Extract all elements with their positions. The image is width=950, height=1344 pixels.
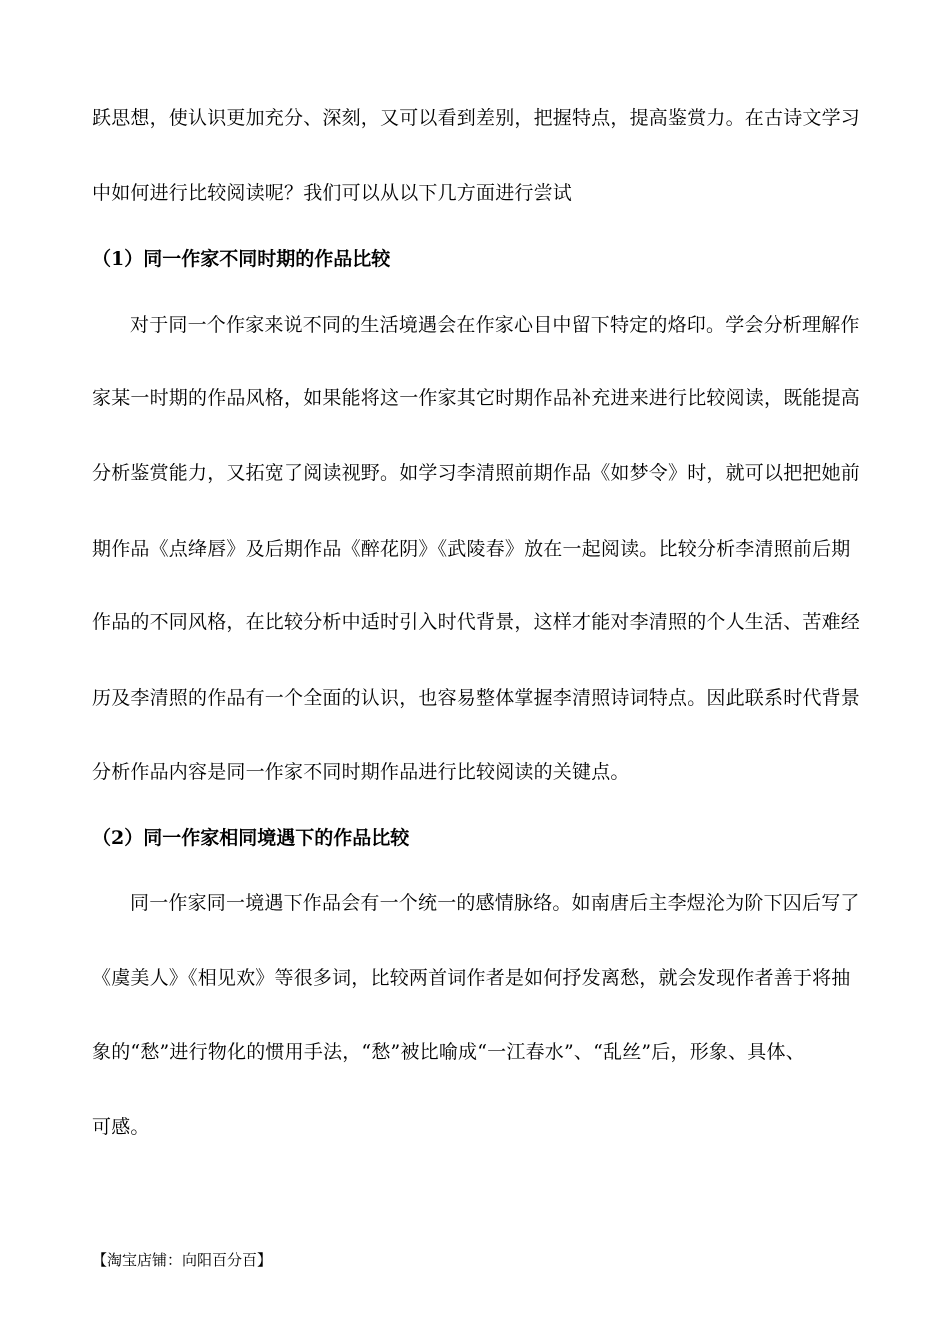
section1-line-5: 作品的不同风格，在比较分析中适时引入时代背景，这样才能对李清照的个人生活、苦难经 <box>92 611 861 633</box>
intro-line-2: 中如何进行比较阅读呢？我们可以从以下几方面进行尝试 <box>92 182 573 204</box>
section1-line-2: 家某一时期的作品风格，如果能将这一作家其它时期作品补充进来进行比较阅读，既能提高 <box>92 387 861 409</box>
section2-line-2: 《虞美人》《相见欢》等很多词，比较两首词作者是如何抒发离愁，就会发现作者善于将抽 <box>92 967 851 989</box>
section1-line-6: 历及李清照的作品有一个全面的认识，也容易整体掌握李清照诗词特点。因此联系时代背景 <box>92 687 861 709</box>
section2-line-1: 同一作家同一境遇下作品会有一个统一的感情脉络。如南唐后主李煜沦为阶下囚后写了 <box>130 892 860 914</box>
section1-line-3: 分析鉴赏能力，又拓宽了阅读视野。如学习李清照前期作品《如梦令》时，就可以把把她前 <box>92 462 861 484</box>
footer-shop-label: 【淘宝店铺：向阳百分百】 <box>92 1251 273 1269</box>
section2-line-4: 可感。 <box>92 1116 150 1138</box>
section1-line-7: 分析作品内容是同一作家不同时期作品进行比较阅读的关键点。 <box>92 761 630 783</box>
section1-line-1: 对于同一个作家来说不同的生活境遇会在作家心目中留下特定的烙印。学会分析理解作 <box>130 314 860 336</box>
section2-heading: （2）同一作家相同境遇下的作品比较 <box>92 827 410 849</box>
intro-line-1: 跃思想，使认识更加充分、深刻，又可以看到差别，把握特点，提高鉴赏力。在古诗文学习 <box>92 107 861 129</box>
section2-line-3: 象的“愁”进行物化的惯用手法，“愁”被比喻成“一江春水”、“乱丝”后，形象、具体、 <box>92 1041 805 1063</box>
section1-heading: （1）同一作家不同时期的作品比较 <box>92 248 391 270</box>
section1-line-4: 期作品《点绛唇》及后期作品《醉花阴》《武陵春》放在一起阅读。比较分析李清照前后期 <box>92 538 851 560</box>
